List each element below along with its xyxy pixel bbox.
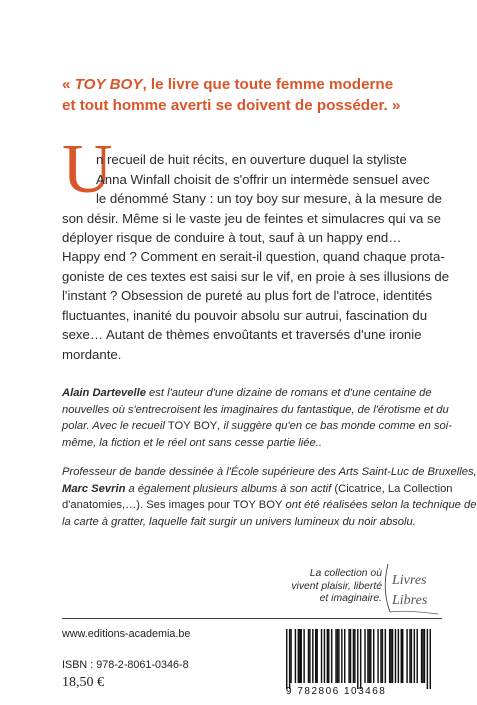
- barcode-bar: [331, 629, 332, 683]
- barcode-bar: [353, 629, 354, 683]
- illustrator-bio: [62, 464, 477, 530]
- barcode-bar: [367, 629, 368, 683]
- barcode-bar: [424, 629, 425, 683]
- publisher-url[interactable]: www.editions-academia.be: [62, 628, 191, 640]
- barcode-bar: [411, 629, 412, 683]
- author-bio: [62, 385, 452, 451]
- barcode-bar: [298, 629, 299, 683]
- author-bio-line3a: polar. Avec le recueil: [62, 420, 168, 432]
- logo-text-livres: Livres: [392, 573, 427, 588]
- barcode-bar: [395, 629, 396, 683]
- price: 18,50 €: [62, 675, 104, 690]
- barcode-bar: [402, 629, 403, 683]
- barcode-bar: [392, 629, 393, 683]
- barcode-bar: [373, 629, 374, 683]
- barcode-bar: [421, 629, 422, 683]
- footer-divider: [62, 618, 442, 619]
- barcode-bar: [350, 629, 351, 683]
- illustrator-bio-title: TOY BOY: [233, 499, 283, 511]
- barcode-number: 9 782806 103468: [286, 686, 387, 697]
- barcode-bar: [370, 629, 371, 683]
- barcode-bar: [324, 629, 325, 683]
- author-bio-line1: est l'auteur d'une dizaine de romans et d'une centaine de: [145, 387, 432, 399]
- illustrator-bio-line3b: ont été réalisées selon la technique de: [282, 499, 477, 511]
- quote-line2: et tout homme averti se doivent de posséder. »: [62, 97, 401, 114]
- barcode-bar: [401, 629, 402, 683]
- barcode-bar: [390, 629, 391, 683]
- para2-line2: goniste de ces textes est saisi sur le vif, en proie à ses illusions de: [62, 268, 450, 284]
- barcode-bar: [422, 629, 423, 683]
- barcode-bar: [338, 629, 339, 683]
- barcode-bar: [295, 629, 296, 683]
- barcode-bar: [316, 629, 317, 683]
- author-bio-line3b: , il suggère qu'en ce bas monde comme en soi-: [217, 420, 452, 432]
- barcode-bar: [430, 629, 431, 689]
- barcode-bar: [357, 629, 358, 689]
- barcode-bar: [315, 629, 316, 683]
- para2-line6: mordante.: [62, 346, 122, 362]
- para1-line1: n recueil de huit récits, en ouverture duquel la styliste: [96, 152, 407, 167]
- para2-line4: fluctuantes, inanité du pouvoir absolu sur autrui, fascination du: [62, 307, 428, 323]
- tagline-quote: [62, 74, 402, 116]
- author-bio-title: TOY BOY: [167, 420, 218, 432]
- barcode-bar: [328, 629, 329, 683]
- barcode-bars: [286, 629, 431, 689]
- quote-open: «: [62, 76, 75, 93]
- barcode-bar: [312, 629, 313, 683]
- quote-book-title: TOY BOY: [74, 76, 143, 93]
- barcode-bar: [301, 629, 302, 683]
- collection-line2: vivent plaisir, liberté: [291, 580, 382, 592]
- author-bio-line2: nouvelles où s'entrecroisent les imaginaires du fantastique, de l'érotisme et du: [62, 403, 449, 416]
- collection-tagline: [282, 568, 382, 606]
- logo-text-libres: Libres: [392, 593, 428, 608]
- barcode-bar: [327, 629, 328, 683]
- quote-line1: , le livre que toute femme moderne: [142, 76, 394, 93]
- barcode-bar: [398, 629, 399, 683]
- drop-cap: U: [62, 131, 113, 208]
- barcode-bar: [364, 629, 365, 683]
- barcode-bar: [348, 629, 349, 683]
- illustrator-bio-line3a: d'anatomies,…). Ses images pour: [62, 499, 234, 511]
- barcode-bar: [341, 629, 342, 683]
- collection-line1: La collection où: [309, 568, 382, 579]
- summary-paragraph-2: [62, 247, 450, 364]
- barcode-bar: [369, 629, 370, 683]
- barcode-bar: [303, 629, 304, 683]
- barcode-bar: [289, 629, 290, 689]
- author-name: Alain Dartevelle: [62, 387, 146, 399]
- barcode-bar: [354, 629, 355, 683]
- barcode-bar: [409, 629, 410, 683]
- barcode-bar: [417, 629, 418, 683]
- livres-libres-logo: [382, 560, 442, 618]
- barcode-bar: [414, 629, 415, 683]
- para2-line5: sexe… Autant de thèmes envoûtants et traversés d'une ironie: [62, 327, 422, 342]
- para1-line4: son désir. Même si le vaste jeu de feintes et simulacres qui va se: [62, 210, 441, 226]
- para1-line5: déployer risque de conduire à tout, sauf à un happy end…: [62, 230, 402, 245]
- barcode-bar: [290, 629, 291, 683]
- barcode-bar: [382, 629, 383, 683]
- barcode-bar: [286, 629, 287, 689]
- illustrator-bio-line1: Professeur de bande dessinée à l'École supérieure des Arts Saint-Luc de Bruxelles,: [62, 466, 477, 478]
- barcode-bar: [360, 629, 361, 689]
- para2-line1: Happy end ? Comment en serait-il question, quand chaque prota-: [62, 249, 445, 264]
- barcode-bar: [321, 629, 322, 683]
- barcode-bar: [377, 629, 378, 683]
- para2-line3: l'instant ? Obsession de pureté au plus fort de l'atroce, identités: [62, 288, 433, 303]
- barcode-bar: [337, 629, 338, 683]
- barcode-bar: [335, 629, 336, 683]
- barcode-bar: [299, 629, 300, 683]
- para1-line3: le dénommé Stany : un toy boy sur mesure, à la mesure de: [96, 191, 442, 206]
- isbn: ISBN : 978-2-8061-0346-8: [62, 659, 189, 671]
- barcode-bar: [385, 629, 386, 683]
- summary-paragraph-1: [62, 150, 442, 248]
- barcode-bar: [380, 629, 381, 683]
- barcode-bar: [344, 629, 345, 683]
- illustrator-bio-line4: la carte à gratter, laquelle fait surgir un univers lumineux du noir absolu.: [62, 515, 416, 528]
- para1-line2: Anna Winfall choisit de s'offrir un intermède sensuel avec: [96, 171, 430, 187]
- barcode-bar: [389, 629, 390, 683]
- collection-line3: et imaginaire.: [319, 593, 382, 604]
- barcode-bar: [309, 629, 310, 683]
- illustrator-bio-line2a: a également plusieurs albums à son actif: [125, 482, 335, 495]
- barcode-bar: [308, 629, 309, 683]
- author-bio-line4: même, la fiction et le réel ont sans cesse partie liée..: [62, 436, 322, 449]
- illustrator-name: Marc Sevrin: [62, 482, 126, 495]
- barcode-bar: [427, 629, 428, 689]
- barcode-bar: [406, 629, 407, 683]
- illustrator-bio-line2b: (Cicatrice, La Collection: [334, 482, 453, 495]
